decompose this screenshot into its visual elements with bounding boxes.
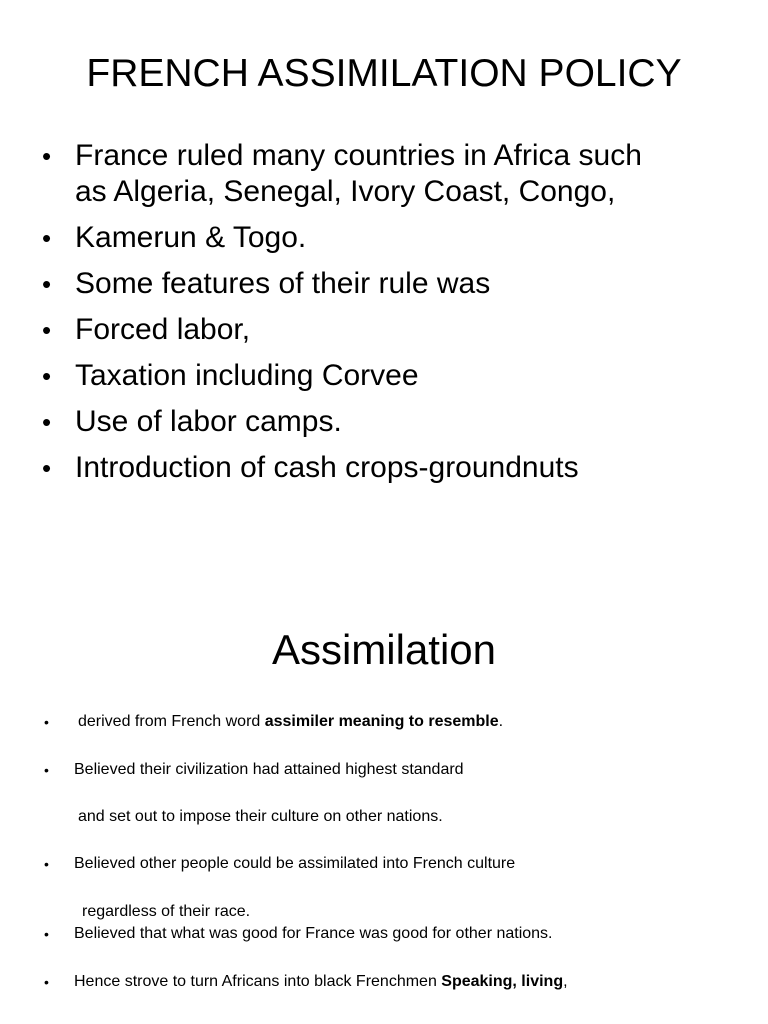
bullet-item <box>40 138 760 210</box>
bullet-dot-icon: • <box>42 361 52 391</box>
bullet-text-continued: regardless of their race. <box>82 903 251 920</box>
bullet-dot-icon: • <box>42 223 52 253</box>
bullet-text-plain: . <box>498 713 504 730</box>
bullet-text: Believed other people could be assimilated into French culture <box>74 855 516 872</box>
slide-assimilation <box>0 600 768 1024</box>
bullet-text-continued: as Algeria, Senegal, Ivory Coast, Congo, <box>75 175 616 208</box>
bullet-dot-icon: • <box>44 762 49 778</box>
bullet-dot-icon: • <box>44 974 49 990</box>
bullet-text: Some features of their rule was <box>75 267 491 300</box>
bullet-dot-icon: • <box>42 269 52 299</box>
bullet-item <box>40 358 760 394</box>
bullet-text: Use of labor camps. <box>75 405 342 438</box>
bullet-text <box>74 972 568 992</box>
bullet-text: Introduction of cash crops-groundnuts <box>75 451 579 484</box>
bullet-item <box>40 312 760 348</box>
bullet-item <box>40 266 760 302</box>
bullet-text-bold: assimiler meaning to resemble <box>264 713 499 730</box>
bullet-dot-icon: • <box>42 407 52 437</box>
bullet-text-plain: , <box>563 973 568 990</box>
slide-title: FRENCH ASSIMILATION POLICY <box>86 52 682 95</box>
slide-title: Assimilation <box>271 626 497 673</box>
bullet-text-plain: Hence strove to turn Africans into black Frenchmen <box>74 973 442 990</box>
bullet-text <box>78 712 503 732</box>
bullet-item <box>40 220 760 256</box>
bullet-dot-icon: • <box>44 926 49 942</box>
bullet-text: France ruled many countries in Africa such <box>75 139 642 172</box>
bullet-dot-icon: • <box>42 141 52 171</box>
bullet-item <box>40 450 760 486</box>
bullet-text-bold: Speaking, living <box>441 973 564 990</box>
bullet-list <box>40 138 760 496</box>
bullet-text: Forced labor, <box>75 313 251 346</box>
bullet-text: Believed that what was good for France was good for other nations. <box>74 925 553 942</box>
bullet-text-plain: derived from French word <box>78 713 265 730</box>
bullet-item <box>40 404 760 440</box>
bullet-text: Taxation including Corvee <box>75 359 419 392</box>
bullet-text-continued: and set out to impose their culture on other nations. <box>78 808 443 825</box>
bullet-text: Believed their civilization had attained highest standard <box>74 761 464 778</box>
bullet-dot-icon: • <box>44 714 49 730</box>
bullet-dot-icon: • <box>44 856 49 872</box>
bullet-dot-icon: • <box>42 315 52 345</box>
bullet-dot-icon: • <box>42 453 52 483</box>
bullet-text: Kamerun & Togo. <box>75 221 307 254</box>
